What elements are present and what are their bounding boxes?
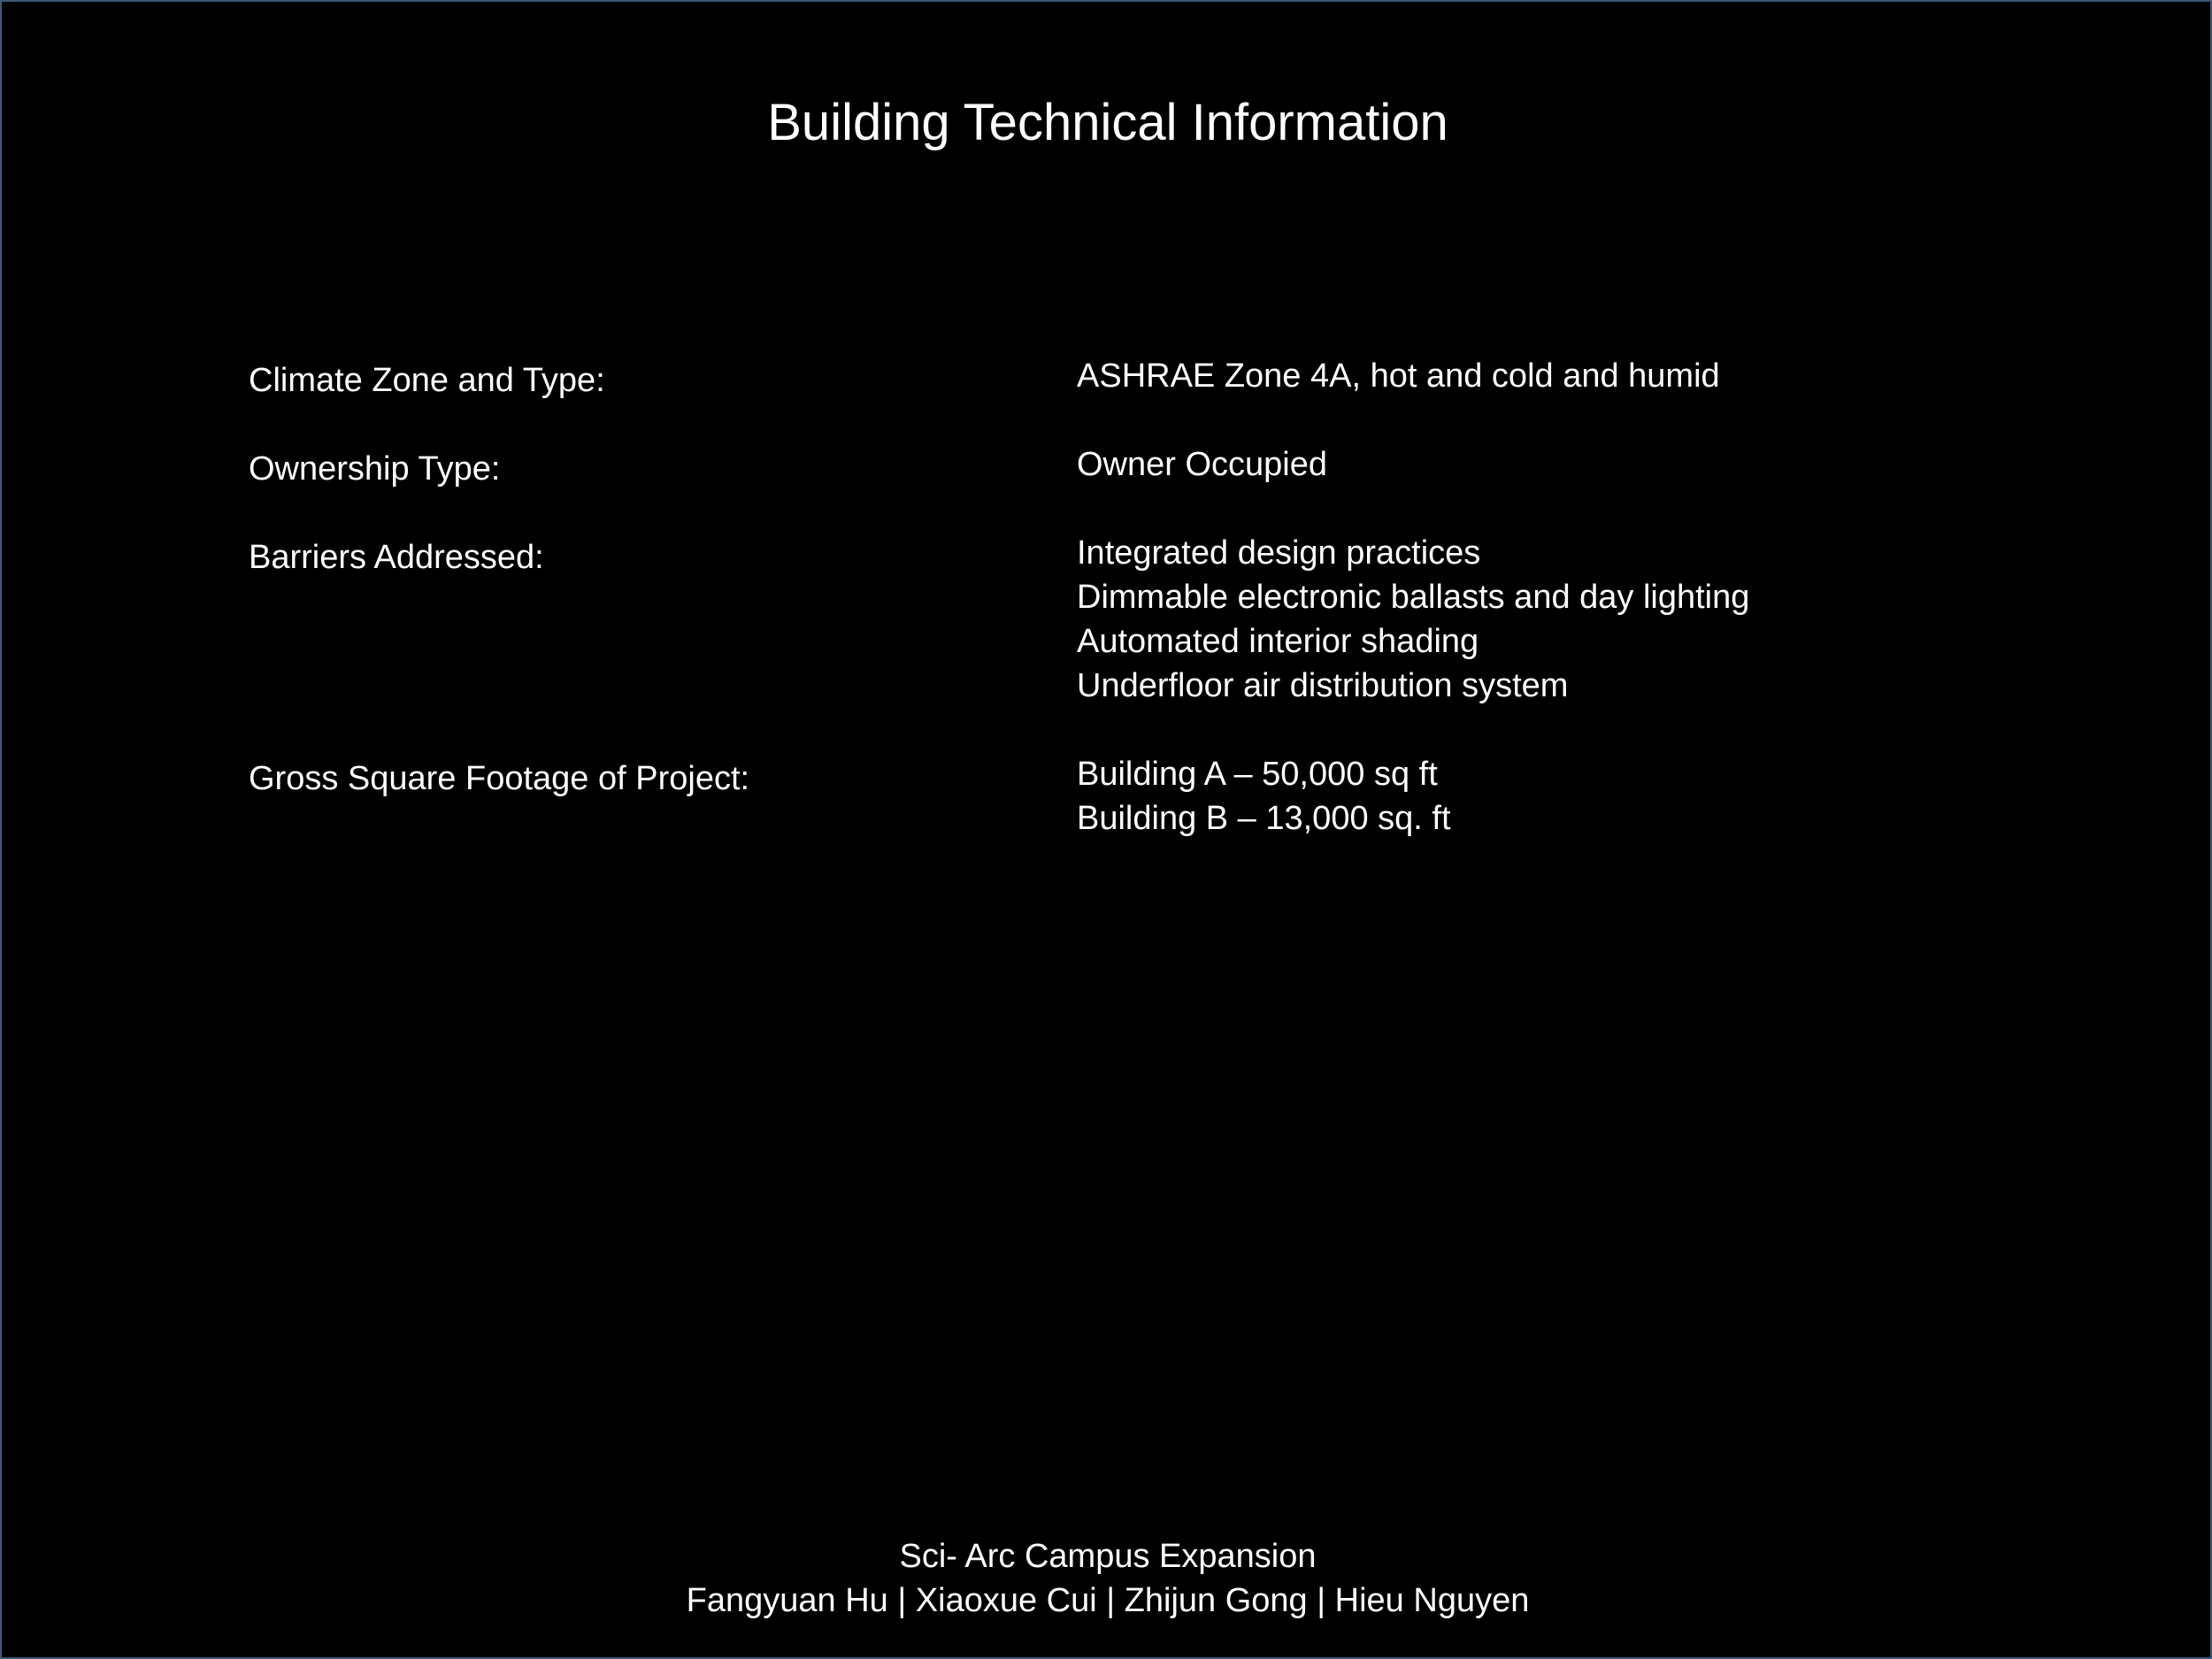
slide-title: Building Technical Information xyxy=(767,94,1448,151)
barrier-item: Automated interior shading xyxy=(1077,623,1479,660)
climate-zone-label: Climate Zone and Type: xyxy=(249,362,605,399)
footer-project-title: Sci- Arc Campus Expansion xyxy=(899,1538,1317,1575)
barriers-addressed-label: Barriers Addressed: xyxy=(249,539,544,576)
footer-authors: Fangyuan Hu | Xiaoxue Cui | Zhijun Gong | Hieu Nguyen xyxy=(686,1582,1530,1619)
barrier-item: Dimmable electronic ballasts and day lighting xyxy=(1077,579,1750,616)
ownership-type-label: Ownership Type: xyxy=(249,450,501,488)
barrier-item: Underfloor air distribution system xyxy=(1077,667,1569,704)
square-footage-item: Building B – 13,000 sq. ft xyxy=(1077,800,1451,837)
ownership-type-value: Owner Occupied xyxy=(1077,446,1328,483)
gross-square-footage-label: Gross Square Footage of Project: xyxy=(249,760,750,797)
climate-zone-value: ASHRAE Zone 4A, hot and cold and humid xyxy=(1077,357,1720,395)
square-footage-item: Building A – 50,000 sq ft xyxy=(1077,756,1438,793)
barrier-item: Integrated design practices xyxy=(1077,534,1481,572)
